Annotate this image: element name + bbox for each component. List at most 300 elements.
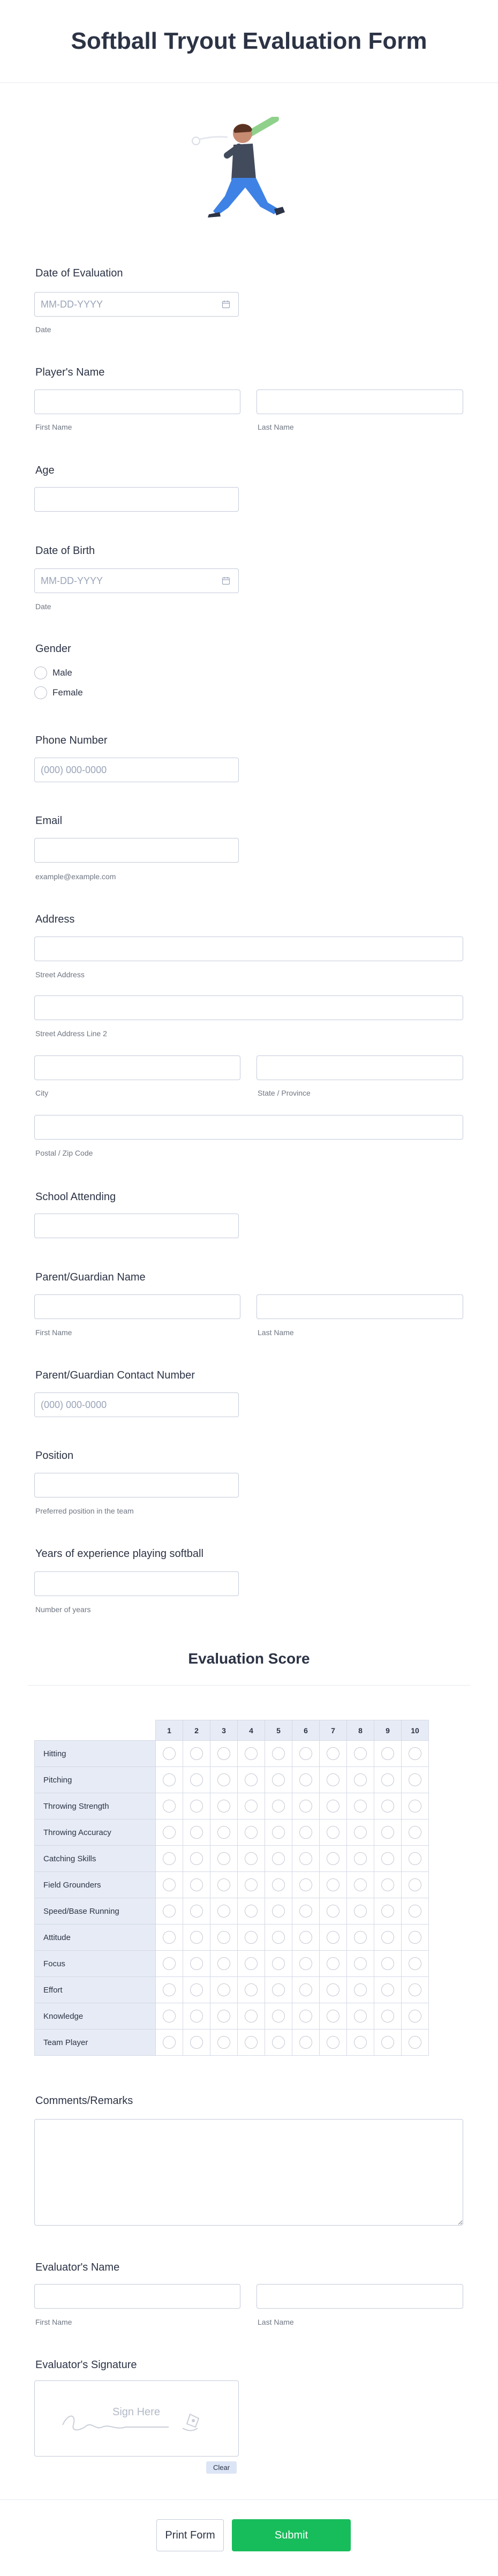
state-province-sublabel: State / Province <box>258 1089 311 1097</box>
years-experience-input[interactable] <box>34 1571 239 1596</box>
score-radio-button[interactable] <box>272 1905 285 1918</box>
matrix-column-header: 2 <box>183 1720 210 1741</box>
score-radio-button[interactable] <box>163 2010 176 2023</box>
matrix-corner <box>35 1720 156 1741</box>
score-radio-button[interactable] <box>217 1852 230 1865</box>
matrix-cell <box>374 1767 402 1793</box>
score-radio-button[interactable] <box>327 1957 339 1970</box>
score-radio-button[interactable] <box>299 1747 312 1760</box>
matrix-cell <box>183 1951 210 1977</box>
matrix-cell <box>265 1924 292 1951</box>
matrix-cell <box>183 1846 210 1872</box>
matrix-row <box>35 1977 429 2003</box>
matrix-cell <box>156 1846 183 1872</box>
score-radio-button[interactable] <box>217 1957 230 1970</box>
score-radio-button[interactable] <box>245 1826 258 1839</box>
form-title: Softball Tryout Evaluation Form <box>71 28 427 54</box>
date-of-evaluation-input[interactable] <box>34 292 239 317</box>
score-radio-button[interactable] <box>409 1931 421 1944</box>
score-radio-button[interactable] <box>163 1931 176 1944</box>
score-radio-button[interactable] <box>409 1905 421 1918</box>
form-header <box>0 0 498 83</box>
score-radio-button[interactable] <box>327 1852 339 1865</box>
matrix-cell <box>265 1951 292 1977</box>
score-radio-button[interactable] <box>217 2010 230 2023</box>
email-label: Email <box>35 815 63 827</box>
score-radio-button[interactable] <box>190 1773 203 1786</box>
matrix-cell <box>156 1819 183 1846</box>
matrix-cell <box>292 1924 320 1951</box>
matrix-cell <box>183 1741 210 1767</box>
score-radio-button[interactable] <box>190 1852 203 1865</box>
radio-button[interactable] <box>34 686 47 699</box>
matrix-cell <box>238 1767 265 1793</box>
score-radio-button[interactable] <box>272 1747 285 1760</box>
score-radio-button[interactable] <box>163 1800 176 1813</box>
evaluation-score-matrix <box>34 1720 429 2056</box>
matrix-cell <box>347 1846 374 1872</box>
score-radio-button[interactable] <box>245 1747 258 1760</box>
comments-textarea[interactable] <box>34 2119 463 2226</box>
score-radio-button[interactable] <box>299 1773 312 1786</box>
guardian-contact-input[interactable] <box>34 1392 239 1417</box>
matrix-cell <box>210 1977 238 2003</box>
years-experience-sublabel: Number of years <box>35 1605 91 1614</box>
date-of-birth-sublabel: Date <box>35 602 51 611</box>
matrix-cell <box>183 1793 210 1819</box>
matrix-cell <box>156 1741 183 1767</box>
date-of-birth-label: Date of Birth <box>35 545 95 557</box>
score-radio-button[interactable] <box>327 1800 339 1813</box>
matrix-header-row <box>35 1720 429 1741</box>
school-attending-label: School Attending <box>35 1191 116 1203</box>
matrix-cell <box>292 1846 320 1872</box>
matrix-row <box>35 1846 429 1872</box>
school-attending-input[interactable] <box>34 1214 239 1238</box>
guardian-first-name-sublabel: First Name <box>35 1328 72 1337</box>
score-radio-button[interactable] <box>163 2036 176 2049</box>
score-radio-button[interactable] <box>299 1983 312 1996</box>
matrix-cell <box>402 2030 429 2056</box>
score-radio-button[interactable] <box>381 1826 394 1839</box>
score-radio-button[interactable] <box>217 2036 230 2049</box>
matrix-row <box>35 1741 429 1767</box>
players-name-label: Player's Name <box>35 366 105 378</box>
score-radio-button[interactable] <box>381 1852 394 1865</box>
age-label: Age <box>35 465 55 476</box>
score-radio-button[interactable] <box>217 1931 230 1944</box>
score-radio-button[interactable] <box>327 1773 339 1786</box>
street-address-input[interactable] <box>34 937 463 961</box>
matrix-cell <box>210 1898 238 1924</box>
matrix-cell <box>320 1898 347 1924</box>
score-radio-button[interactable] <box>409 1747 421 1760</box>
matrix-cell <box>183 2030 210 2056</box>
matrix-cell <box>320 1846 347 1872</box>
score-radio-button[interactable] <box>354 1905 367 1918</box>
matrix-cell <box>238 1741 265 1767</box>
score-radio-button[interactable] <box>299 1957 312 1970</box>
score-radio-button[interactable] <box>381 1747 394 1760</box>
matrix-cell <box>210 1872 238 1898</box>
score-radio-button[interactable] <box>217 1983 230 1996</box>
score-radio-button[interactable] <box>245 1957 258 1970</box>
score-radio-button[interactable] <box>299 1878 312 1891</box>
gender-label: Gender <box>35 643 71 655</box>
matrix-row-label: Effort <box>35 1977 156 2003</box>
matrix-column-header: 4 <box>238 1720 265 1741</box>
score-radio-button[interactable] <box>409 1878 421 1891</box>
matrix-cell <box>210 1741 238 1767</box>
matrix-cell <box>347 1898 374 1924</box>
matrix-cell <box>374 1872 402 1898</box>
score-radio-button[interactable] <box>190 2036 203 2049</box>
player-last-name-sublabel: Last Name <box>258 423 294 431</box>
matrix-row-label: Attitude <box>35 1924 156 1951</box>
score-radio-button[interactable] <box>163 1747 176 1760</box>
matrix-cell <box>320 1819 347 1846</box>
matrix-cell <box>374 1898 402 1924</box>
score-radio-button[interactable] <box>190 1800 203 1813</box>
score-radio-button[interactable] <box>190 1931 203 1944</box>
score-radio-button[interactable] <box>217 1878 230 1891</box>
score-radio-button[interactable] <box>409 2010 421 2023</box>
age-input[interactable] <box>34 487 239 512</box>
matrix-cell <box>292 1793 320 1819</box>
signature-label: Evaluator's Signature <box>35 2359 137 2371</box>
matrix-cell <box>238 1951 265 1977</box>
matrix-cell <box>320 1872 347 1898</box>
matrix-cell <box>265 1793 292 1819</box>
score-radio-button[interactable] <box>245 1852 258 1865</box>
evaluation-score-heading: Evaluation Score <box>188 1650 310 1667</box>
matrix-cell <box>210 1819 238 1846</box>
score-radio-button[interactable] <box>409 1800 421 1813</box>
matrix-cell <box>347 1924 374 1951</box>
score-radio-button[interactable] <box>409 1983 421 1996</box>
score-radio-button[interactable] <box>299 1905 312 1918</box>
guardian-first-name-input[interactable] <box>34 1294 240 1319</box>
matrix-cell <box>402 1741 429 1767</box>
score-radio-button[interactable] <box>327 1905 339 1918</box>
score-radio-button[interactable] <box>409 1957 421 1970</box>
score-radio-button[interactable] <box>272 2010 285 2023</box>
matrix-cell <box>238 2030 265 2056</box>
submit-button[interactable]: Submit <box>232 2519 351 2551</box>
address-label: Address <box>35 913 75 925</box>
matrix-cell <box>402 1846 429 1872</box>
score-radio-button[interactable] <box>327 1878 339 1891</box>
score-radio-button[interactable] <box>190 1826 203 1839</box>
score-radio-button[interactable] <box>163 1826 176 1839</box>
matrix-cell <box>347 1741 374 1767</box>
postal-zip-code-input[interactable] <box>34 1115 463 1140</box>
score-radio-button[interactable] <box>217 1800 230 1813</box>
city-input[interactable] <box>34 1055 240 1080</box>
score-radio-button[interactable] <box>163 1878 176 1891</box>
matrix-cell <box>156 2003 183 2030</box>
matrix-row <box>35 1793 429 1819</box>
evaluator-first-name-input[interactable] <box>34 2284 240 2309</box>
score-radio-button[interactable] <box>327 2036 339 2049</box>
matrix-cell <box>347 2003 374 2030</box>
matrix-cell <box>156 1767 183 1793</box>
score-radio-button[interactable] <box>163 1773 176 1786</box>
matrix-cell <box>183 1977 210 2003</box>
matrix-cell <box>402 2003 429 2030</box>
matrix-cell <box>402 1977 429 2003</box>
matrix-row-label: Field Grounders <box>35 1872 156 1898</box>
matrix-cell <box>292 2003 320 2030</box>
matrix-row-label: Catching Skills <box>35 1846 156 1872</box>
score-radio-button[interactable] <box>354 2036 367 2049</box>
score-radio-button[interactable] <box>327 1747 339 1760</box>
score-radio-button[interactable] <box>409 1852 421 1865</box>
matrix-cell <box>347 1819 374 1846</box>
matrix-cell <box>156 2030 183 2056</box>
player-first-name-input[interactable] <box>34 390 240 414</box>
gender-option-label: Female <box>52 687 83 698</box>
score-radio-button[interactable] <box>272 1852 285 1865</box>
matrix-cell <box>320 1741 347 1767</box>
score-radio-button[interactable] <box>354 1800 367 1813</box>
clear-signature-button[interactable]: Clear <box>206 2461 237 2474</box>
score-radio-button[interactable] <box>272 1878 285 1891</box>
matrix-cell <box>374 1924 402 1951</box>
matrix-column-header: 10 <box>402 1720 429 1741</box>
matrix-column-header: 8 <box>347 1720 374 1741</box>
matrix-cell <box>238 1872 265 1898</box>
score-radio-button[interactable] <box>190 1983 203 1996</box>
score-radio-button[interactable] <box>381 1957 394 1970</box>
state-province-input[interactable] <box>256 1055 463 1080</box>
score-radio-button[interactable] <box>272 2036 285 2049</box>
matrix-cell <box>183 1767 210 1793</box>
score-radio-button[interactable] <box>163 1852 176 1865</box>
score-radio-button[interactable] <box>409 1826 421 1839</box>
gender-option-label: Male <box>52 668 72 678</box>
email-input[interactable] <box>34 838 239 863</box>
matrix-cell <box>265 2030 292 2056</box>
score-radio-button[interactable] <box>354 1983 367 1996</box>
score-radio-button[interactable] <box>245 1878 258 1891</box>
signature-placeholder: Sign Here <box>112 2406 160 2418</box>
matrix-cell <box>347 1872 374 1898</box>
score-radio-button[interactable] <box>354 1773 367 1786</box>
guardian-contact-label: Parent/Guardian Contact Number <box>35 1369 195 1381</box>
matrix-cell <box>265 1846 292 1872</box>
matrix-cell <box>210 1951 238 1977</box>
score-radio-button[interactable] <box>409 2036 421 2049</box>
phone-number-label: Phone Number <box>35 735 108 746</box>
matrix-cell <box>320 1767 347 1793</box>
matrix-cell <box>210 2030 238 2056</box>
postal-zip-code-sublabel: Postal / Zip Code <box>35 1149 93 1157</box>
city-sublabel: City <box>35 1089 49 1097</box>
years-experience-label: Years of experience playing softball <box>35 1548 203 1560</box>
matrix-cell <box>320 1951 347 1977</box>
gender-option-female[interactable] <box>34 686 83 699</box>
score-radio-button[interactable] <box>217 1773 230 1786</box>
radio-button[interactable] <box>34 667 47 679</box>
matrix-cell <box>347 1793 374 1819</box>
score-radio-button[interactable] <box>272 1983 285 1996</box>
evaluator-name-label: Evaluator's Name <box>35 2262 120 2273</box>
score-radio-button[interactable] <box>245 1800 258 1813</box>
date-of-evaluation-sublabel: Date <box>35 325 51 334</box>
matrix-cell <box>292 1872 320 1898</box>
score-radio-button[interactable] <box>190 1878 203 1891</box>
street-address-sublabel: Street Address <box>35 970 85 979</box>
matrix-cell <box>156 1951 183 1977</box>
score-radio-button[interactable] <box>245 1773 258 1786</box>
signature-scribble-icon <box>35 2381 239 2457</box>
score-radio-button[interactable] <box>327 1931 339 1944</box>
matrix-cell <box>402 1767 429 1793</box>
score-radio-button[interactable] <box>409 1773 421 1786</box>
matrix-column-header: 1 <box>156 1720 183 1741</box>
matrix-cell <box>156 1924 183 1951</box>
matrix-column-header: 7 <box>320 1720 347 1741</box>
matrix-cell <box>238 1846 265 1872</box>
score-radio-button[interactable] <box>354 1957 367 1970</box>
section-divider <box>28 1685 470 1686</box>
score-radio-button[interactable] <box>299 1800 312 1813</box>
matrix-row <box>35 2030 429 2056</box>
score-radio-button[interactable] <box>381 1800 394 1813</box>
matrix-cell <box>156 1872 183 1898</box>
matrix-cell <box>347 1951 374 1977</box>
matrix-cell <box>374 1819 402 1846</box>
score-radio-button[interactable] <box>163 1983 176 1996</box>
score-radio-button[interactable] <box>217 1826 230 1839</box>
matrix-cell <box>292 2030 320 2056</box>
matrix-cell <box>347 2030 374 2056</box>
score-radio-button[interactable] <box>381 1931 394 1944</box>
evaluator-last-name-input[interactable] <box>256 2284 463 2309</box>
score-radio-button[interactable] <box>245 1983 258 1996</box>
matrix-cell <box>374 1846 402 1872</box>
softball-batter-illustration-icon <box>187 117 311 229</box>
player-first-name-sublabel: First Name <box>35 423 72 431</box>
matrix-row <box>35 1924 429 1951</box>
matrix-cell <box>402 1898 429 1924</box>
signature-pad[interactable] <box>34 2380 239 2457</box>
calendar-icon[interactable] <box>222 300 230 309</box>
score-radio-button[interactable] <box>245 1905 258 1918</box>
score-radio-button[interactable] <box>190 1747 203 1760</box>
matrix-cell <box>292 1977 320 2003</box>
calendar-icon[interactable] <box>222 576 230 585</box>
matrix-row <box>35 1951 429 1977</box>
matrix-cell <box>183 1898 210 1924</box>
score-radio-button[interactable] <box>299 1826 312 1839</box>
score-radio-button[interactable] <box>327 1983 339 1996</box>
matrix-row-label: Pitching <box>35 1767 156 1793</box>
date-of-evaluation-label: Date of Evaluation <box>35 267 123 279</box>
score-radio-button[interactable] <box>245 1931 258 1944</box>
score-radio-button[interactable] <box>190 1905 203 1918</box>
matrix-cell <box>265 1898 292 1924</box>
score-radio-button[interactable] <box>381 1983 394 1996</box>
matrix-cell <box>265 1819 292 1846</box>
matrix-cell <box>402 1819 429 1846</box>
score-radio-button[interactable] <box>354 2010 367 2023</box>
matrix-row <box>35 2003 429 2030</box>
score-radio-button[interactable] <box>354 1826 367 1839</box>
score-radio-button[interactable] <box>217 1905 230 1918</box>
matrix-column-header: 5 <box>265 1720 292 1741</box>
street-address-line2-input[interactable] <box>34 995 463 1020</box>
score-radio-button[interactable] <box>381 1905 394 1918</box>
matrix-cell <box>265 1741 292 1767</box>
matrix-cell <box>238 1793 265 1819</box>
score-radio-button[interactable] <box>299 1852 312 1865</box>
score-radio-button[interactable] <box>245 2036 258 2049</box>
matrix-cell <box>210 2003 238 2030</box>
matrix-cell <box>402 1793 429 1819</box>
matrix-cell <box>347 1977 374 2003</box>
score-radio-button[interactable] <box>299 2010 312 2023</box>
score-radio-button[interactable] <box>272 1826 285 1839</box>
score-radio-button[interactable] <box>354 1931 367 1944</box>
score-radio-button[interactable] <box>299 2036 312 2049</box>
phone-number-input[interactable] <box>34 758 239 782</box>
score-radio-button[interactable] <box>327 2010 339 2023</box>
matrix-row <box>35 1767 429 1793</box>
score-radio-button[interactable] <box>354 1878 367 1891</box>
matrix-row-label: Throwing Accuracy <box>35 1819 156 1846</box>
score-radio-button[interactable] <box>272 1773 285 1786</box>
score-radio-button[interactable] <box>163 1905 176 1918</box>
score-radio-button[interactable] <box>245 2010 258 2023</box>
score-radio-button[interactable] <box>327 1826 339 1839</box>
score-radio-button[interactable] <box>272 1800 285 1813</box>
guardian-last-name-input[interactable] <box>256 1294 463 1319</box>
score-radio-button[interactable] <box>217 1747 230 1760</box>
date-of-birth-input[interactable] <box>34 568 239 593</box>
matrix-cell <box>292 1898 320 1924</box>
score-radio-button[interactable] <box>381 1773 394 1786</box>
score-radio-button[interactable] <box>381 1878 394 1891</box>
matrix-cell <box>183 1924 210 1951</box>
matrix-cell <box>265 1767 292 1793</box>
print-form-button[interactable]: Print Form <box>156 2519 224 2551</box>
score-radio-button[interactable] <box>354 1852 367 1865</box>
gender-option-male[interactable] <box>34 667 72 679</box>
matrix-cell <box>374 2030 402 2056</box>
matrix-cell <box>347 1767 374 1793</box>
score-radio-button[interactable] <box>190 1957 203 1970</box>
score-radio-button[interactable] <box>354 1747 367 1760</box>
position-input[interactable] <box>34 1473 239 1497</box>
guardian-last-name-sublabel: Last Name <box>258 1328 294 1337</box>
score-radio-button[interactable] <box>163 1957 176 1970</box>
score-radio-button[interactable] <box>272 1957 285 1970</box>
matrix-cell <box>292 1767 320 1793</box>
score-radio-button[interactable] <box>381 2010 394 2023</box>
score-radio-button[interactable] <box>272 1931 285 1944</box>
score-radio-button[interactable] <box>190 2010 203 2023</box>
street-address-line2-sublabel: Street Address Line 2 <box>35 1029 107 1038</box>
matrix-row-label: Hitting <box>35 1741 156 1767</box>
matrix-cell <box>374 2003 402 2030</box>
score-radio-button[interactable] <box>381 2036 394 2049</box>
player-last-name-input[interactable] <box>256 390 463 414</box>
matrix-row-label: Focus <box>35 1951 156 1977</box>
matrix-row <box>35 1819 429 1846</box>
score-radio-button[interactable] <box>299 1931 312 1944</box>
